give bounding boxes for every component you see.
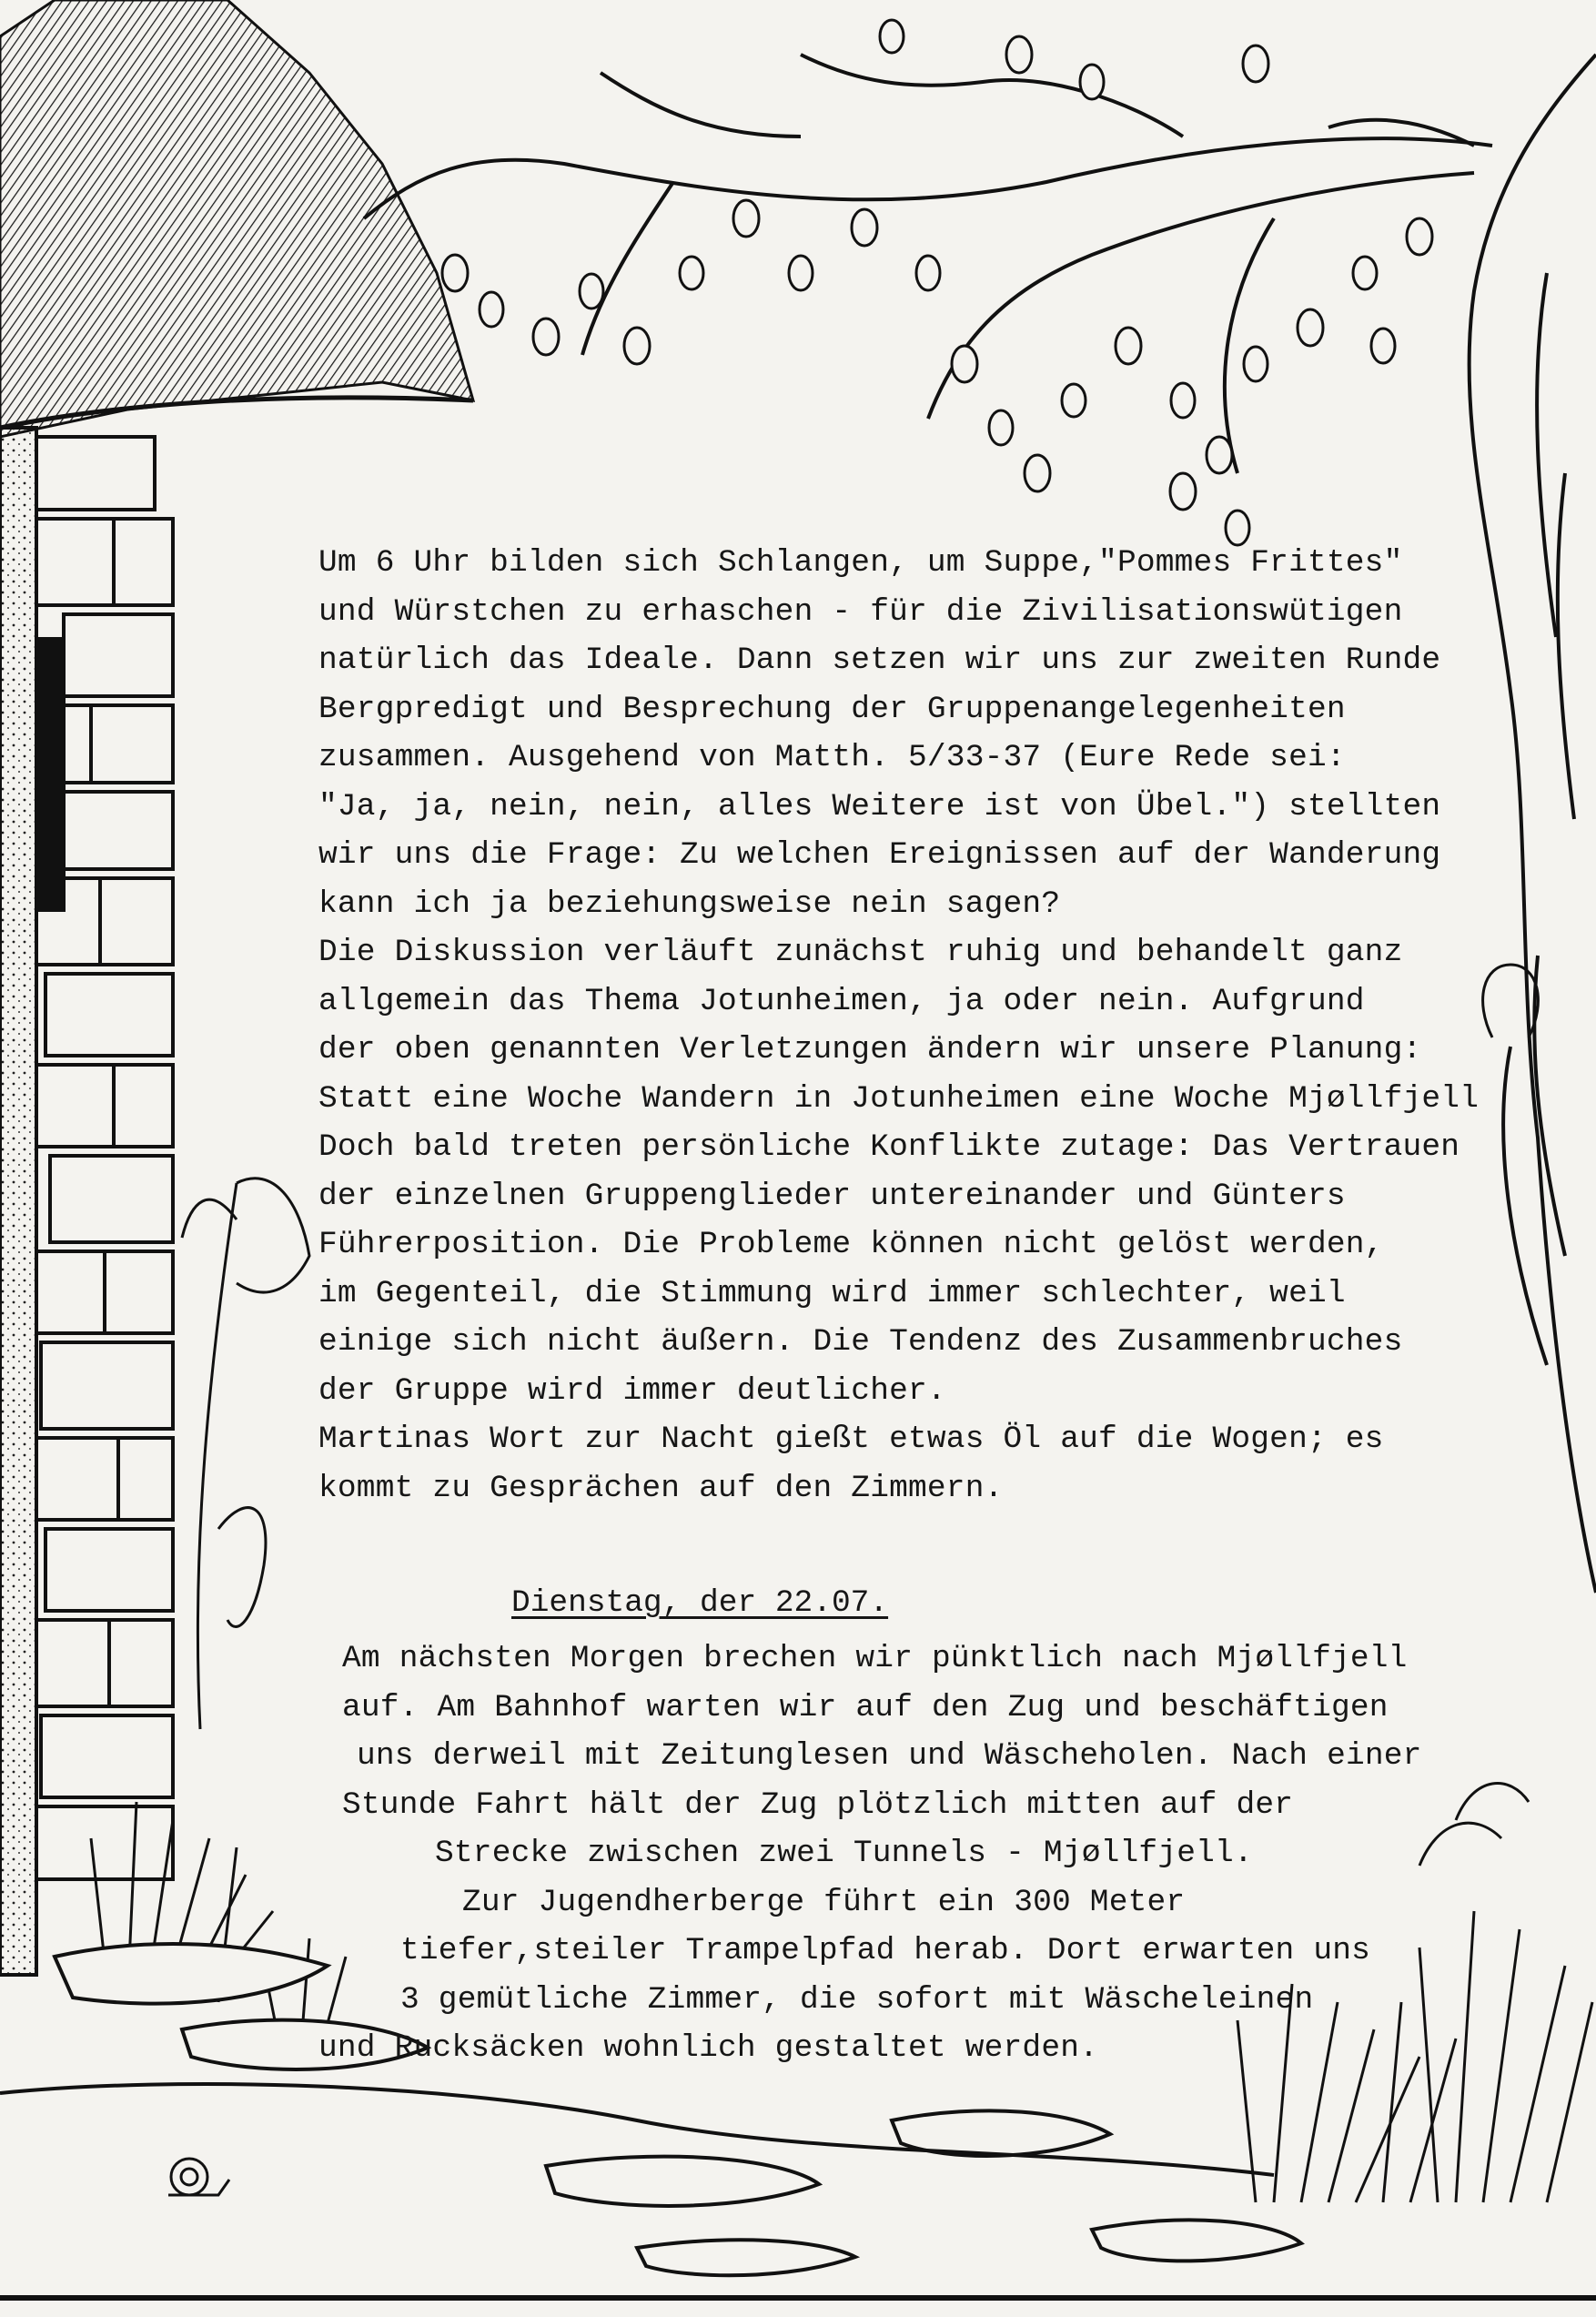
text-line: Zur Jugendherberge führt ein 300 Meter xyxy=(462,1884,1186,1920)
text-line: natürlich das Ideale. Dann setzen wir uns zur zweiten Runde xyxy=(318,642,1441,678)
text-line: 3 gemütliche Zimmer, die sofort mit Wäscheleinen xyxy=(400,1981,1314,2018)
text-line: Strecke zwischen zwei Tunnels - Mjøllfjell. xyxy=(435,1836,1253,1871)
snail-drawing xyxy=(168,2159,229,2195)
text-line: "Ja, ja, nein, nein, alles Weitere ist von Übel.") stellten xyxy=(318,788,1441,825)
text-line: Führerposition. Die Probleme können nicht gelöst werden, xyxy=(318,1227,1384,1262)
thatched-roof xyxy=(0,0,473,437)
bottom-border-line xyxy=(0,2295,1596,2301)
text-line: Stunde Fahrt hält der Zug plötzlich mitten auf der xyxy=(342,1786,1294,1823)
text-line: kommt zu Gesprächen auf den Zimmern. xyxy=(318,1470,1004,1506)
text-line: kann ich ja beziehungsweise nein sagen? xyxy=(318,885,1061,922)
text-line: uns derweil mit Zeitunglesen und Wäscheholen. Nach einer xyxy=(357,1738,1422,1774)
text-line: Bergpredigt und Besprechung der Gruppenangelegenheiten xyxy=(318,691,1346,727)
text-line: zusammen. Ausgehend von Matth. 5/33-37 (Eure Rede sei: xyxy=(318,740,1346,775)
text-line: der oben genannten Verletzungen ändern wir unsere Planung: xyxy=(318,1032,1422,1067)
text-line: Um 6 Uhr bilden sich Schlangen, um Suppe,"Pommes Frittes" xyxy=(318,545,1403,581)
text-line: Am nächsten Morgen brechen wir pünktlich nach Mjøllfjell xyxy=(342,1641,1408,1676)
text-line: Statt eine Woche Wandern in Jotunheimen eine Woche Mjøllfjell xyxy=(318,1080,1480,1117)
text-line: wir uns die Frage: Zu welchen Ereignissen auf der Wanderung xyxy=(318,837,1441,873)
text-line: Die Diskussion verläuft zunächst ruhig und behandelt ganz xyxy=(318,935,1403,970)
text-line: auf. Am Bahnhof warten wir auf den Zug und beschäftigen xyxy=(342,1689,1389,1725)
text-line: Doch bald treten persönliche Konflikte zutage: Das Vertrauen xyxy=(318,1129,1460,1165)
text-line: und Rucksäcken wohnlich gestaltet werden. xyxy=(318,2030,1099,2066)
diary-section-tuesday xyxy=(0,1634,1422,2073)
text-line: einige sich nicht äußern. Die Tendenz des Zusammenbruches xyxy=(318,1324,1403,1360)
text-line: der Gruppe wird immer deutlicher. xyxy=(318,1372,946,1409)
diary-section-evening xyxy=(318,539,1479,1513)
leaves xyxy=(442,20,1432,545)
text-line: tiefer,steiler Trampelpfad herab. Dort erwarten uns xyxy=(400,1933,1371,1968)
text-line: allgemein das Thema Jotunheimen, ja oder nein. Aufgrund xyxy=(318,983,1365,1019)
text-line: und Würstchen zu erhaschen - für die Zivilisationswütigen xyxy=(318,593,1403,630)
text-line: Martinas Wort zur Nacht gießt etwas Öl auf die Wogen; es xyxy=(318,1422,1384,1457)
date-heading: Dienstag, der 22.07. xyxy=(511,1585,889,1621)
text-line: der einzelnen Gruppenglieder untereinander und Günters xyxy=(318,1178,1346,1214)
text-line: im Gegenteil, die Stimmung wird immer schlechter, weil xyxy=(318,1275,1346,1311)
